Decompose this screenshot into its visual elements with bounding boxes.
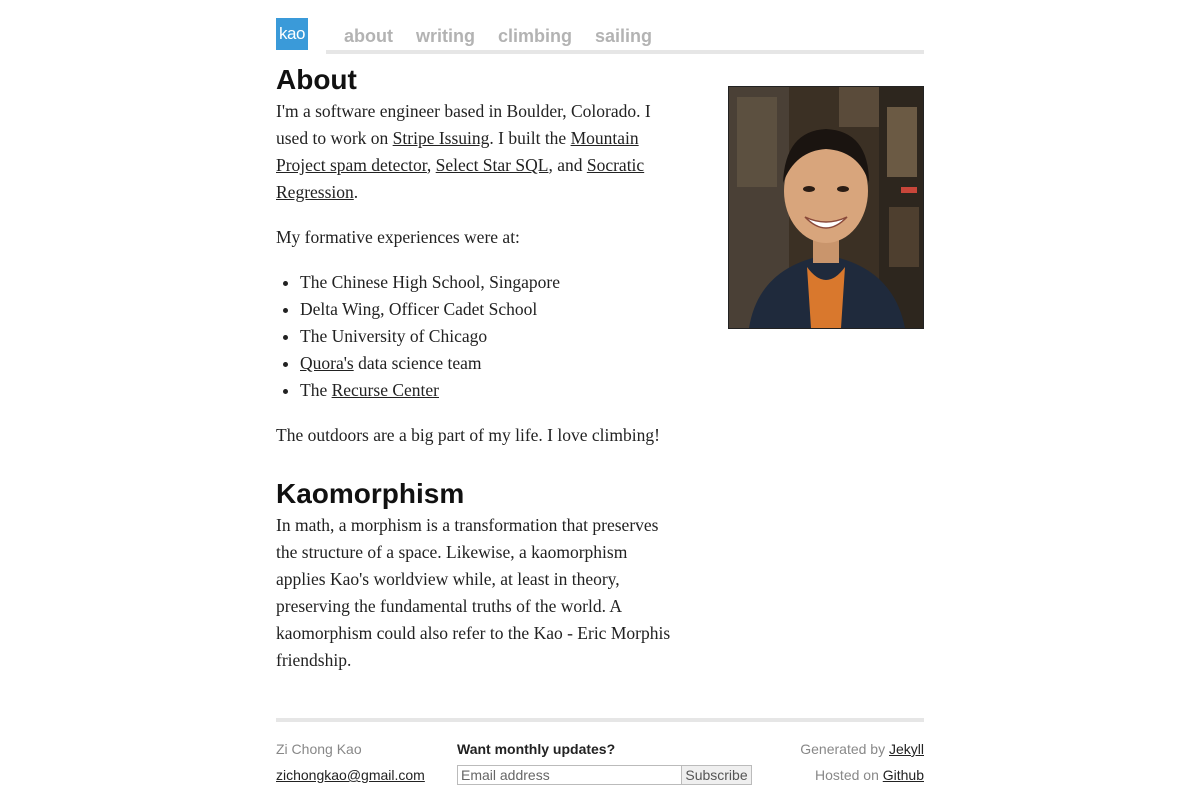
outdoors-text: The outdoors are a big part of my life. I love climbing!: [276, 425, 660, 445]
portrait-image: [729, 87, 923, 328]
updates-title: Want monthly updates?: [457, 741, 616, 757]
kaomorphism-text: In math, a morphism is a transformation that preserves the structure of a space. Likewise, a kaomorphism applies Kao's worldview while, at least in theory, preserving the fundamental truths of the world. A kaomorphism could also refer to the Kao - Eric Morphis friendship.: [276, 515, 671, 670]
socratic-regression-link[interactable]: Socratic Regression: [276, 155, 645, 202]
generated-by-text: Generated by: [800, 741, 889, 757]
site-logo[interactable]: kao: [276, 18, 308, 50]
select-star-sql-link[interactable]: Select Star SQL: [435, 155, 549, 175]
jekyll-link[interactable]: Jekyll: [888, 741, 924, 757]
recurse-center-link[interactable]: Recurse Center: [331, 380, 439, 400]
mountain-project-link[interactable]: Mountain Project spam detector: [276, 128, 639, 175]
site-header: [276, 18, 924, 52]
nav-sailing[interactable]: sailing: [595, 26, 653, 46]
hosted-on: [815, 766, 924, 784]
intro-text: . I built the: [489, 128, 571, 148]
quora-link[interactable]: Quora's: [300, 353, 354, 373]
footer-divider: [276, 718, 924, 722]
nav-writing[interactable]: writing: [416, 26, 475, 46]
nav-climbing[interactable]: climbing: [498, 26, 573, 46]
nav-links: [344, 25, 652, 47]
list-item: • The Chinese High School, Singapore: [300, 269, 698, 296]
list-item-text: data science team: [353, 353, 482, 373]
list-item: [300, 377, 698, 404]
about-heading: About: [276, 64, 357, 95]
list-item: [300, 350, 698, 377]
hosted-on-text: Hosted on: [815, 767, 883, 783]
list-item: • Delta Wing, Officer Cadet School: [300, 296, 698, 323]
experience-list: [276, 269, 698, 404]
kaomorphism-heading: Kaomorphism: [276, 478, 465, 509]
footer-email-link[interactable]: zichongkao@gmail.com: [276, 767, 425, 783]
list-item: • The University of Chicago: [300, 323, 698, 350]
subscribe-button[interactable]: Subscribe: [681, 765, 752, 785]
stripe-issuing-link[interactable]: Stripe Issuing: [392, 128, 490, 148]
github-link[interactable]: Github: [882, 767, 924, 783]
intro-text: .: [353, 182, 359, 202]
nav-about[interactable]: about: [344, 26, 393, 46]
intro-text: , and: [548, 155, 587, 175]
intro-text: I'm a software engineer based in Boulder, Colorado. I used to work on: [276, 101, 651, 148]
intro-text: ,: [426, 155, 436, 175]
formative-intro: My formative experiences were at:: [276, 227, 520, 247]
email-input[interactable]: [457, 765, 683, 785]
profile-photo: [728, 86, 924, 329]
list-item-text: The: [300, 380, 332, 400]
generated-by: [800, 740, 924, 758]
nav-bar: [326, 18, 924, 54]
footer-name: Zi Chong Kao: [276, 741, 362, 757]
about-intro: [276, 98, 674, 206]
